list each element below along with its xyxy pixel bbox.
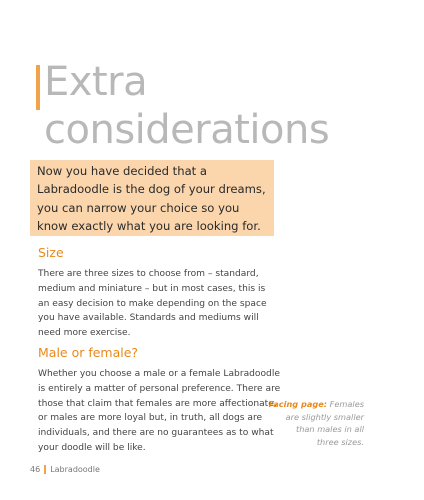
- photo-caption: [264, 398, 364, 448]
- page-title: [44, 58, 329, 154]
- section-body-size: [38, 267, 267, 341]
- intro-line: Now you have decided that a: [37, 164, 208, 178]
- caption-line: three sizes.: [316, 436, 364, 447]
- section-heading-male-or-female: Male or female?: [38, 345, 139, 360]
- body-line: Whether you choose a male or a female Labradoodle: [38, 369, 280, 379]
- caption-first-line-rest: Females: [327, 399, 364, 409]
- body-line: an easy decision to make depending on the space: [38, 298, 267, 309]
- page-title-line-2: considerations: [44, 107, 330, 153]
- body-line: is entirely a matter of personal preference. There are: [38, 383, 281, 394]
- title-accent-bar: [36, 65, 40, 110]
- body-line: individuals, and there are no guarantees as to what: [38, 428, 274, 439]
- intro-line: Labradoodle is the dog of your dreams,: [37, 182, 266, 197]
- caption-line: than males in all: [295, 424, 364, 434]
- section-body-male-or-female: [38, 367, 280, 456]
- intro-line: you can narrow your choice so you: [37, 200, 240, 215]
- footer-divider: [44, 465, 46, 474]
- page-title-line-1: Extra: [44, 59, 148, 105]
- body-line: There are three sizes to choose from – standard,: [38, 269, 259, 279]
- caption-line: are slightly smaller: [285, 411, 364, 422]
- body-line: those that claim that females are more affectionate,: [38, 398, 277, 409]
- page-number: 46: [30, 465, 41, 474]
- body-line: medium and miniature – but in most cases, this is: [38, 283, 266, 294]
- intro-line: know exactly what you are looking for.: [37, 218, 261, 233]
- caption-first-line: [264, 398, 364, 411]
- page-footer: [30, 465, 100, 474]
- section-heading-size: Size: [38, 245, 64, 260]
- body-line: you have available. Standards and mediums will: [38, 313, 259, 324]
- intro-highlight-box: [30, 160, 274, 236]
- body-line: need more exercise.: [38, 328, 131, 339]
- body-line: your doodle will be like.: [38, 442, 146, 453]
- caption-label: Facing page:: [268, 399, 328, 409]
- running-title: Labradoodle: [50, 465, 100, 474]
- intro-text: [37, 162, 274, 235]
- body-line: or males are more loyal but, in truth, all dogs are: [38, 413, 263, 424]
